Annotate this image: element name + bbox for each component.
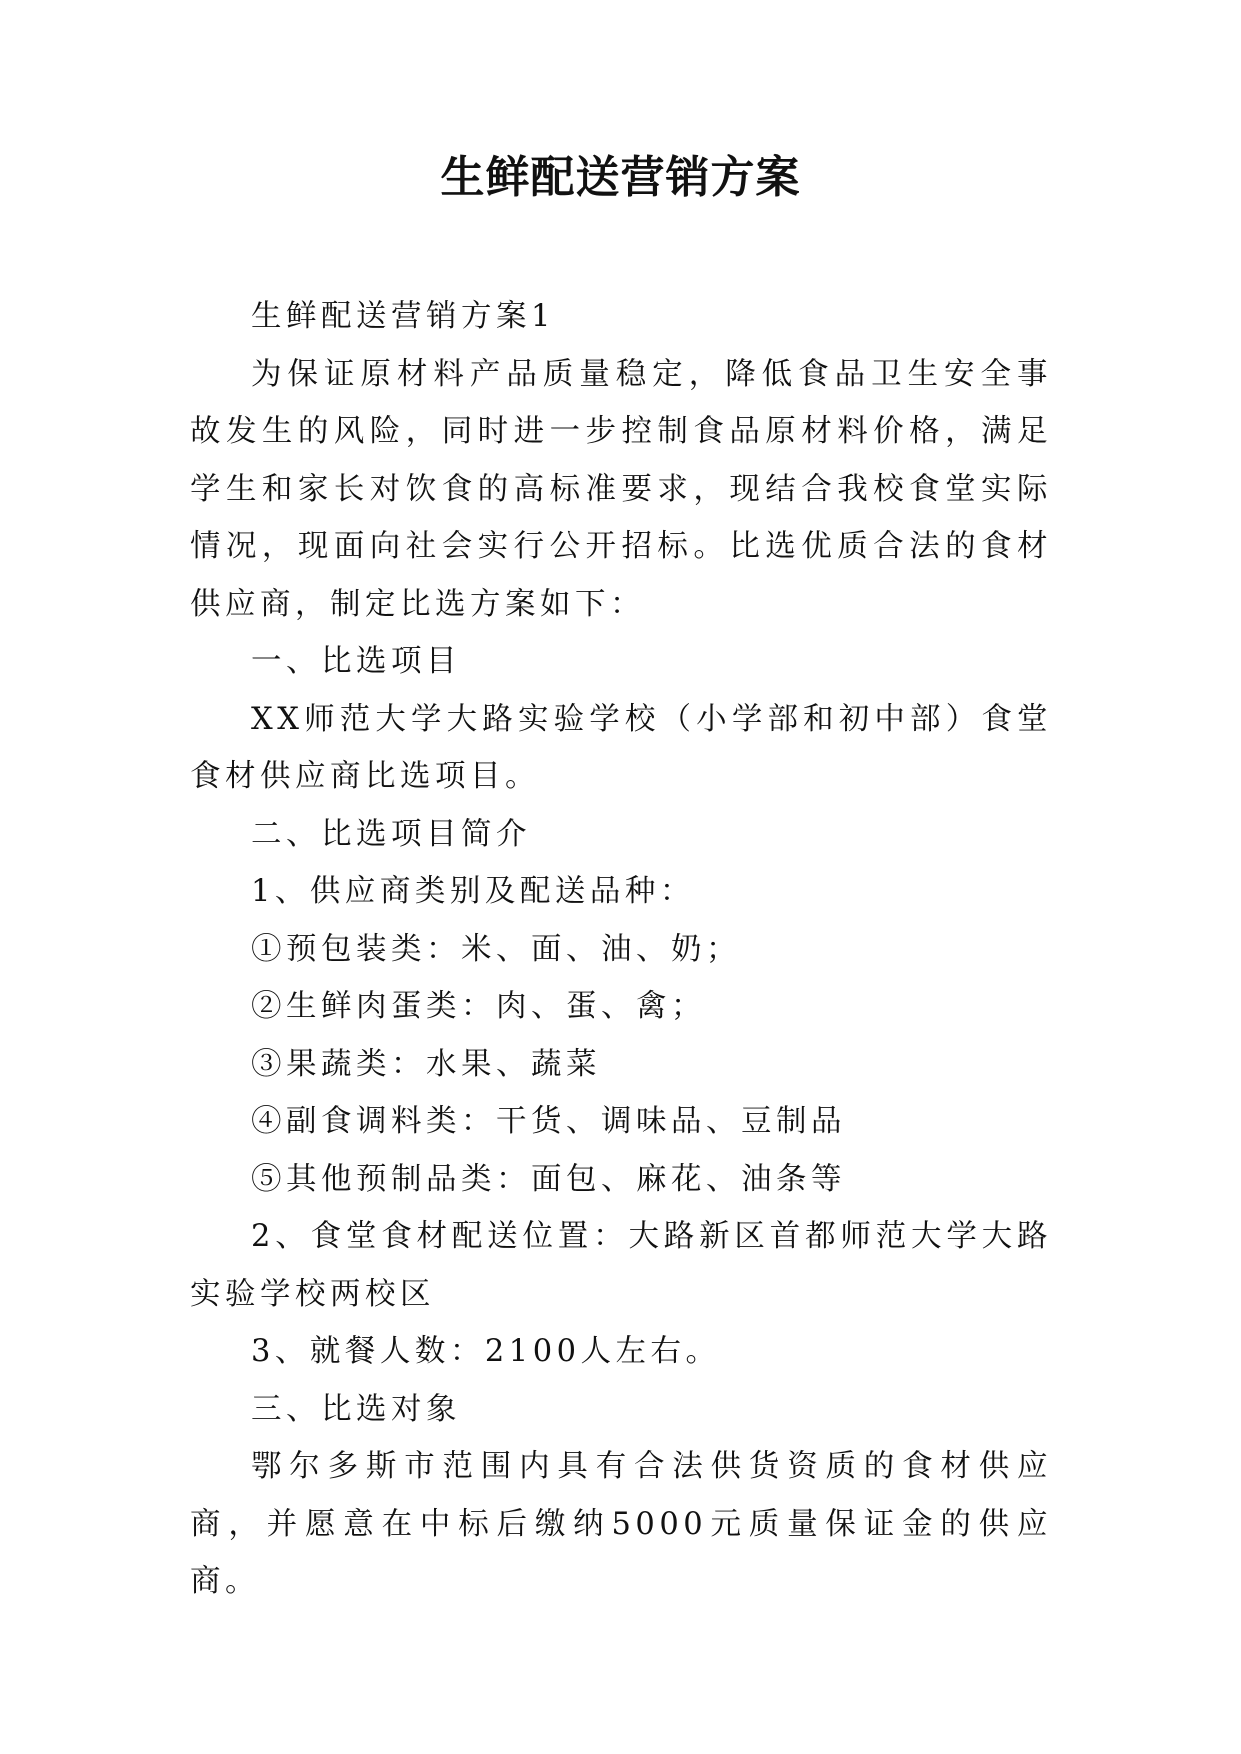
section-heading: 三、比选对象 [251, 1391, 461, 1427]
paragraph: XX师范大学大路实验学校（小学部和初中部）食堂食材供应商比选项目。 [190, 701, 1052, 794]
list-item: ④副食调料类：干货、调味品、豆制品 [251, 1104, 846, 1139]
section-heading: 生鲜配送营销方案1 [251, 299, 555, 334]
list-heading: 1、供应商类别及配送品种： [251, 874, 695, 909]
paragraph: 2、食堂食材配送位置：大路新区首都师范大学大路实验学校两校区 [190, 1219, 1052, 1312]
paragraph: 3、就餐人数：2100人左右。 [251, 1334, 721, 1369]
list-item: ①预包装类：米、面、油、奶； [251, 931, 741, 967]
list-item: ⑤其他预制品类：面包、麻花、油条等 [251, 1161, 846, 1197]
document-title: 生鲜配送营销方案 [440, 152, 801, 203]
paragraph: 鄂尔多斯市范围内具有合法供货资质的食材供应商，并愿意在中标后缴纳5000元质量保证金的供应商。 [190, 1449, 1052, 1599]
document-body [190, 288, 1052, 1611]
intro-paragraph: 为保证原材料产品质量稳定，降低食品卫生安全事故发生的风险，同时进一步控制食品原材料价格，满足学生和家长对饮食的高标准要求，现结合我校食堂实际情况，现面向社会实行公开招标。比选优质合法的食材供应商，制定比选方案如下： [190, 356, 1052, 622]
list-item: ②生鲜肉蛋类：肉、蛋、禽； [251, 989, 706, 1024]
section-heading: 一、比选项目 [251, 644, 461, 679]
section-heading: 二、比选项目简介 [251, 816, 531, 852]
list-item: ③果蔬类：水果、蔬菜 [251, 1046, 601, 1082]
